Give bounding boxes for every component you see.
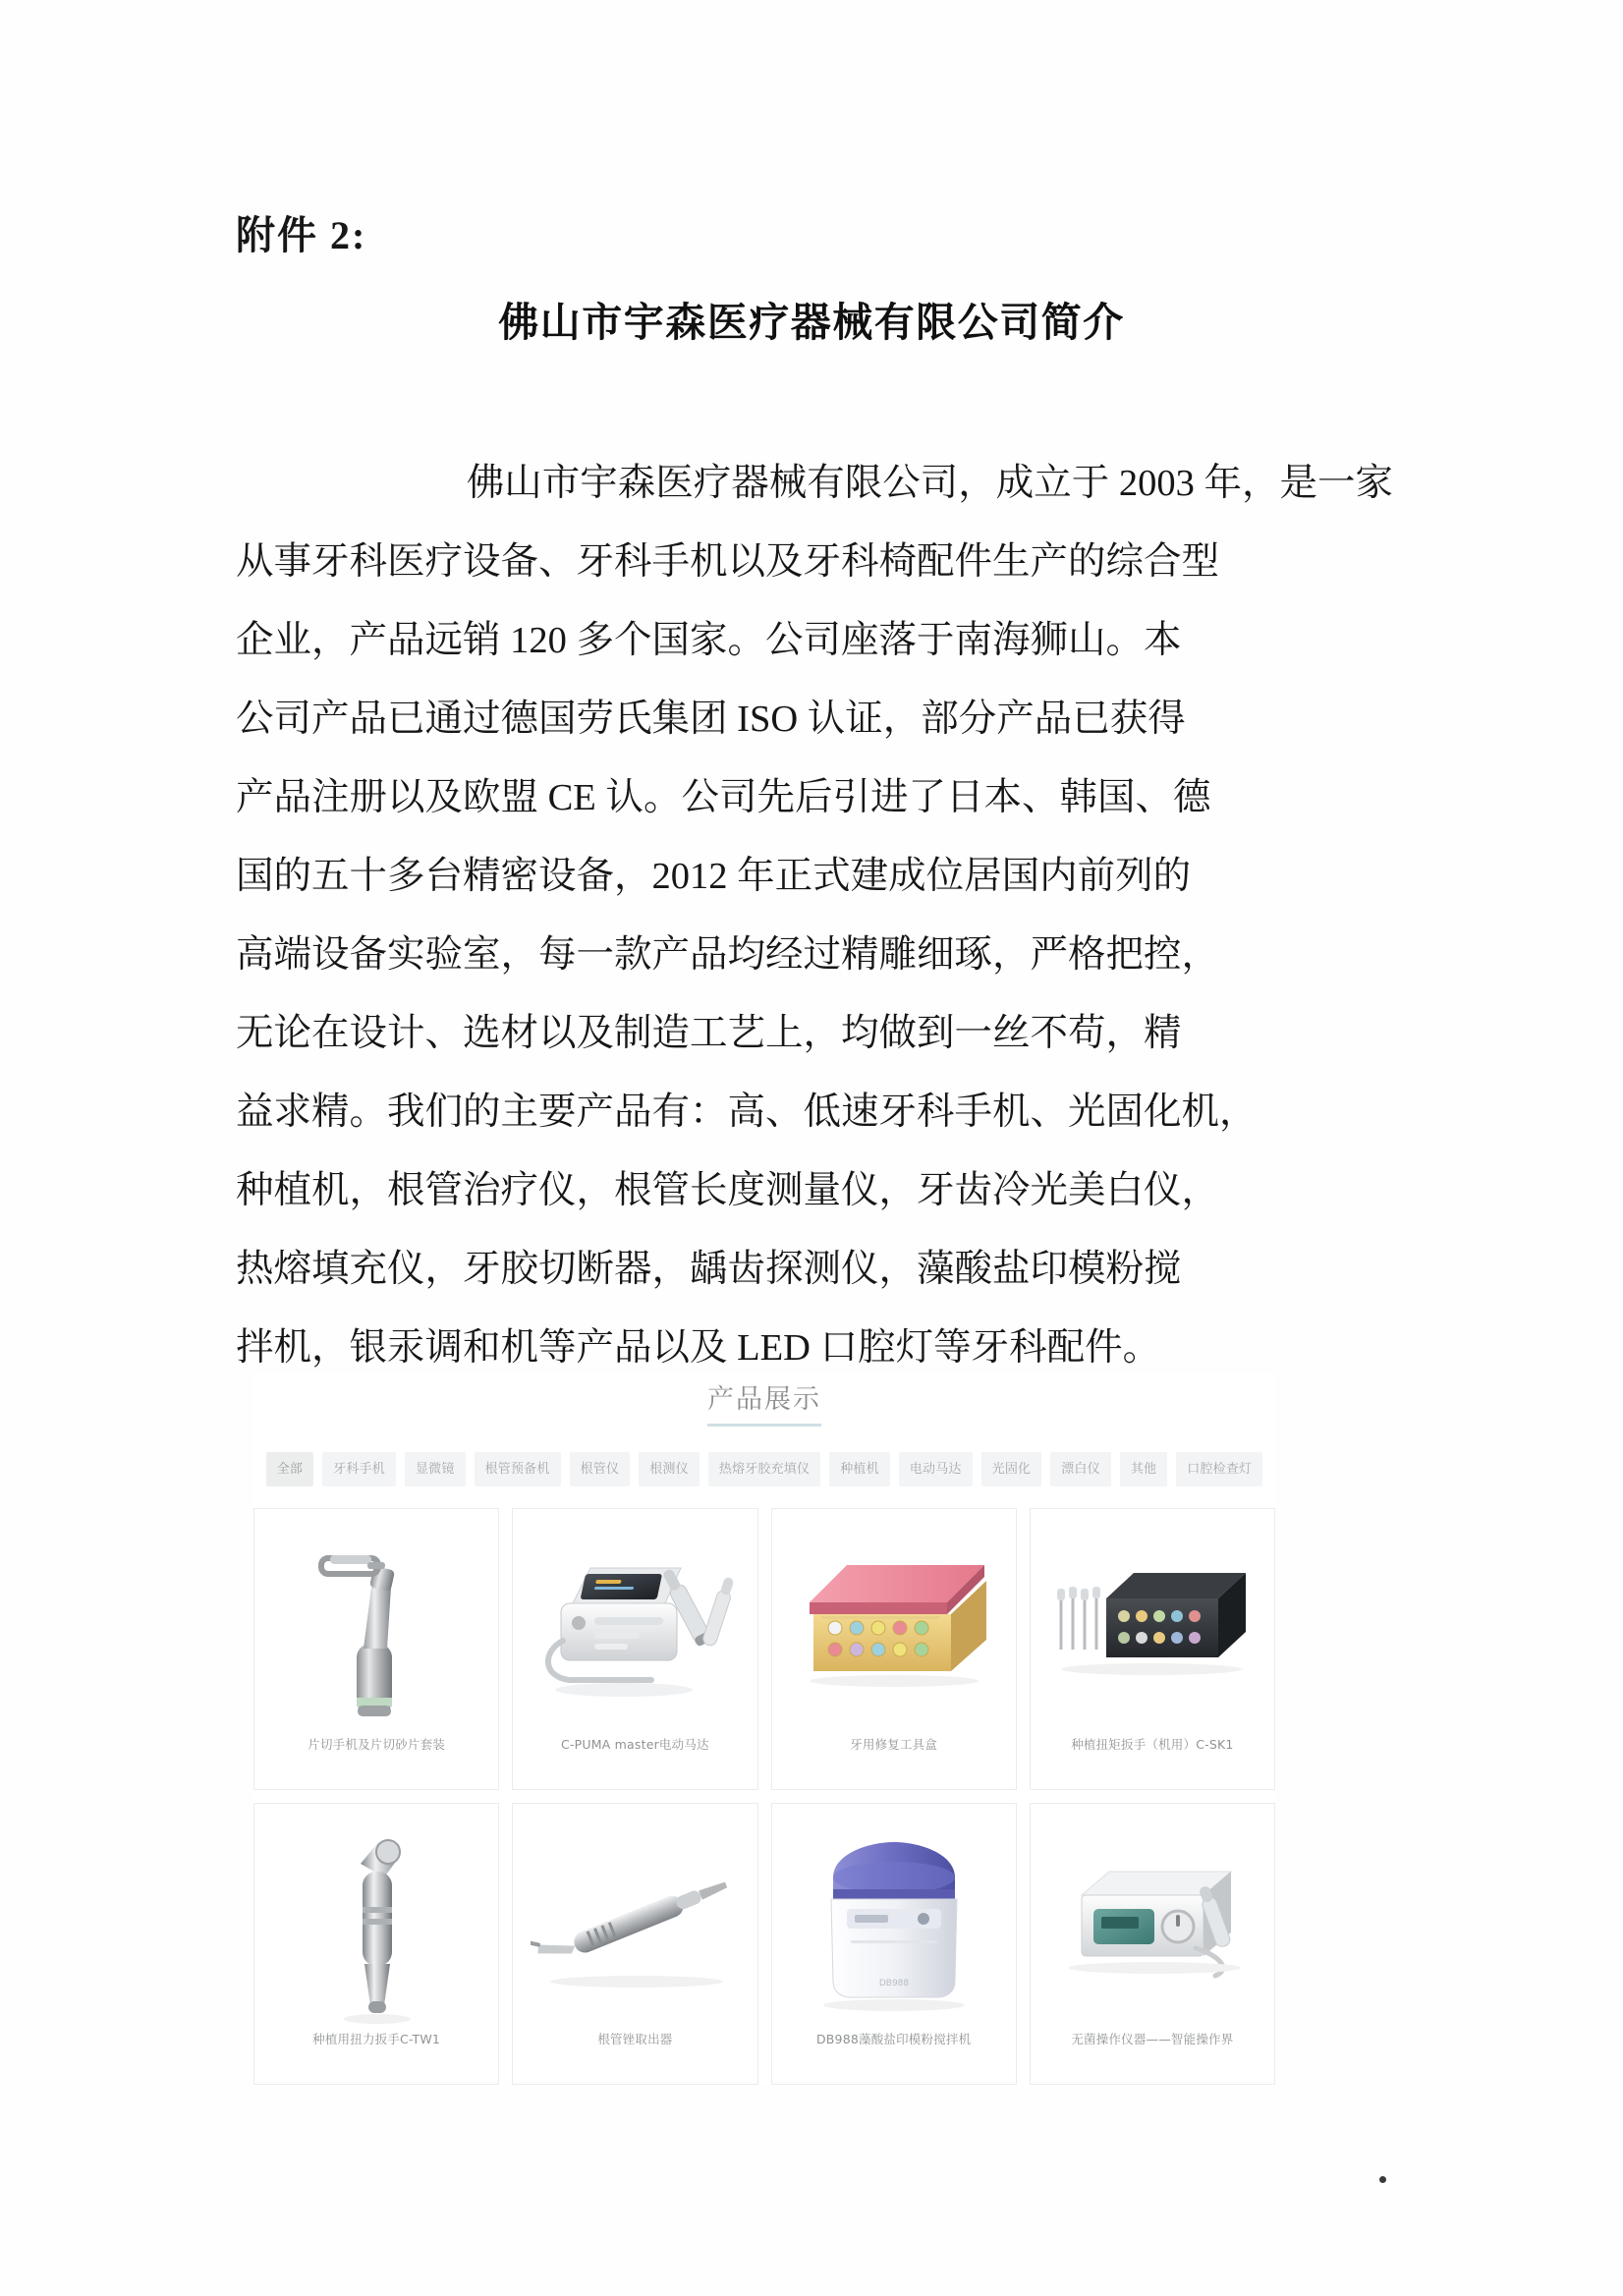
paragraph-line: 种植机，根管治疗仪，根管长度测量仪，牙齿冷光美白仪， — [236, 1170, 1220, 1211]
paragraph-line — [236, 444, 1393, 523]
body-paragraph — [236, 444, 1393, 1387]
product-caption: 牙用修复工具盒 — [850, 1737, 938, 1752]
product-grid — [253, 1508, 1275, 2085]
product-caption: 种植用扭力扳手C-TW1 — [312, 2032, 441, 2046]
filter-chip-root-canal-prep[interactable]: 根管预备机 — [475, 1452, 561, 1486]
filter-chip-all[interactable]: 全部 — [266, 1452, 313, 1486]
paragraph-line: 从事牙科医疗设备、牙科手机以及牙科椅配件生产的综合型 — [236, 541, 1220, 583]
paragraph-line: 益求精。我们的主要产品有：高、低速牙科手机、光固化机， — [236, 1092, 1258, 1133]
product-card[interactable] — [253, 1803, 499, 2085]
product-thumbnail — [1031, 1515, 1274, 1737]
product-caption: DB988藻酸盐印模粉搅拌机 — [815, 2032, 972, 2046]
sterile-control-unit-icon — [1048, 1834, 1257, 2007]
product-caption: C-PUMA master电动马达 — [561, 1737, 709, 1752]
product-thumbnail — [772, 1810, 1016, 2032]
paragraph-line: 产品注册以及欧盟 CE 认。公司先后引进了日本、韩国、德 — [236, 777, 1211, 818]
filter-chip-oral-lamp[interactable]: 口腔检查灯 — [1176, 1452, 1262, 1486]
attachment-label: 附件 2: — [236, 213, 367, 257]
product-caption: 种植扭矩扳手（机用）C-SK1 — [1071, 1737, 1234, 1752]
product-showcase — [253, 1373, 1275, 2085]
scan-artifact-dot — [1379, 2176, 1386, 2183]
electric-motor-unit-icon — [533, 1533, 736, 1719]
paragraph-line: 拌机，银汞调和机等产品以及 LED 口腔灯等牙科配件。 — [236, 1327, 1161, 1369]
product-card[interactable] — [1030, 1508, 1275, 1790]
product-card[interactable] — [512, 1508, 757, 1790]
filter-chip-gutta-percha-filler[interactable]: 热熔牙胶充填仪 — [708, 1452, 820, 1486]
svg-text:DB988: DB988 — [878, 1979, 909, 1988]
product-thumbnail — [254, 1810, 498, 2032]
product-card[interactable] — [512, 1803, 757, 2085]
product-thumbnail — [772, 1515, 1016, 1737]
paragraph-line: 热熔填充仪，牙胶切断器，龋齿探测仪，藻酸盐印模粉搅 — [236, 1249, 1182, 1290]
alginate-mixer-machine-icon — [808, 1822, 980, 2019]
product-thumbnail — [254, 1515, 498, 1737]
product-card[interactable] — [253, 1508, 499, 1790]
product-thumbnail — [1031, 1810, 1274, 2032]
torque-wrench-handpiece-icon — [317, 1813, 435, 2029]
product-thumbnail — [513, 1515, 756, 1737]
contra-angle-handpiece-icon — [303, 1523, 450, 1729]
product-card[interactable] — [1030, 1803, 1275, 2085]
implant-torque-wrench-kit-icon — [1049, 1540, 1256, 1712]
product-card[interactable] — [771, 1803, 1017, 2085]
filter-chip-root-canal-unit[interactable]: 根管仪 — [570, 1452, 631, 1486]
restoration-tool-kit-icon — [792, 1541, 996, 1710]
filter-chip-others[interactable]: 其他 — [1120, 1452, 1167, 1486]
showcase-heading: 产品展示 — [707, 1377, 821, 1427]
product-caption: 无菌操作仪器——智能操作界 — [1071, 2032, 1234, 2046]
paragraph-line: 国的五十多台精密设备，2012 年正式建成位居国内前列的 — [236, 856, 1192, 897]
filter-chip-microscope[interactable]: 显微镜 — [405, 1452, 466, 1486]
showcase-heading-wrap — [253, 1373, 1275, 1427]
paragraph-line-text: 佛山市宇森医疗器械有限公司，成立于 2003 年，是一家 — [466, 463, 1393, 504]
page-title: 佛山市宇森医疗器械有限公司简介 — [498, 299, 1125, 346]
file-remover-probe-icon — [531, 1832, 739, 2009]
filter-chip-whitening[interactable]: 漂白仪 — [1050, 1452, 1111, 1486]
product-caption: 根管锉取出器 — [597, 2032, 673, 2046]
filter-chip-implant-motor[interactable]: 种植机 — [829, 1452, 890, 1486]
product-thumbnail — [513, 1810, 756, 2032]
paragraph-line: 高端设备实验室，每一款产品均经过精雕细琢，严格把控， — [236, 934, 1220, 976]
paragraph-line: 企业，产品远销 120 多个国家。公司座落于南海狮山。本 — [236, 620, 1182, 661]
product-card[interactable] — [771, 1508, 1017, 1790]
filter-chip-electric-motor[interactable]: 电动马达 — [899, 1452, 973, 1486]
product-caption: 片切手机及片切砂片套装 — [308, 1737, 445, 1752]
filter-chip-curing-light[interactable]: 光固化 — [981, 1452, 1042, 1486]
filter-chip-apex-locator[interactable]: 根测仪 — [639, 1452, 700, 1486]
paragraph-line: 无论在设计、选材以及制造工艺上，均做到一丝不苟，精 — [236, 1013, 1182, 1054]
filter-chip-handpiece[interactable]: 牙科手机 — [322, 1452, 396, 1486]
paragraph-line: 公司产品已通过德国劳氏集团 ISO 认证，部分产品已获得 — [236, 699, 1186, 740]
product-filter-tabs — [253, 1452, 1275, 1486]
